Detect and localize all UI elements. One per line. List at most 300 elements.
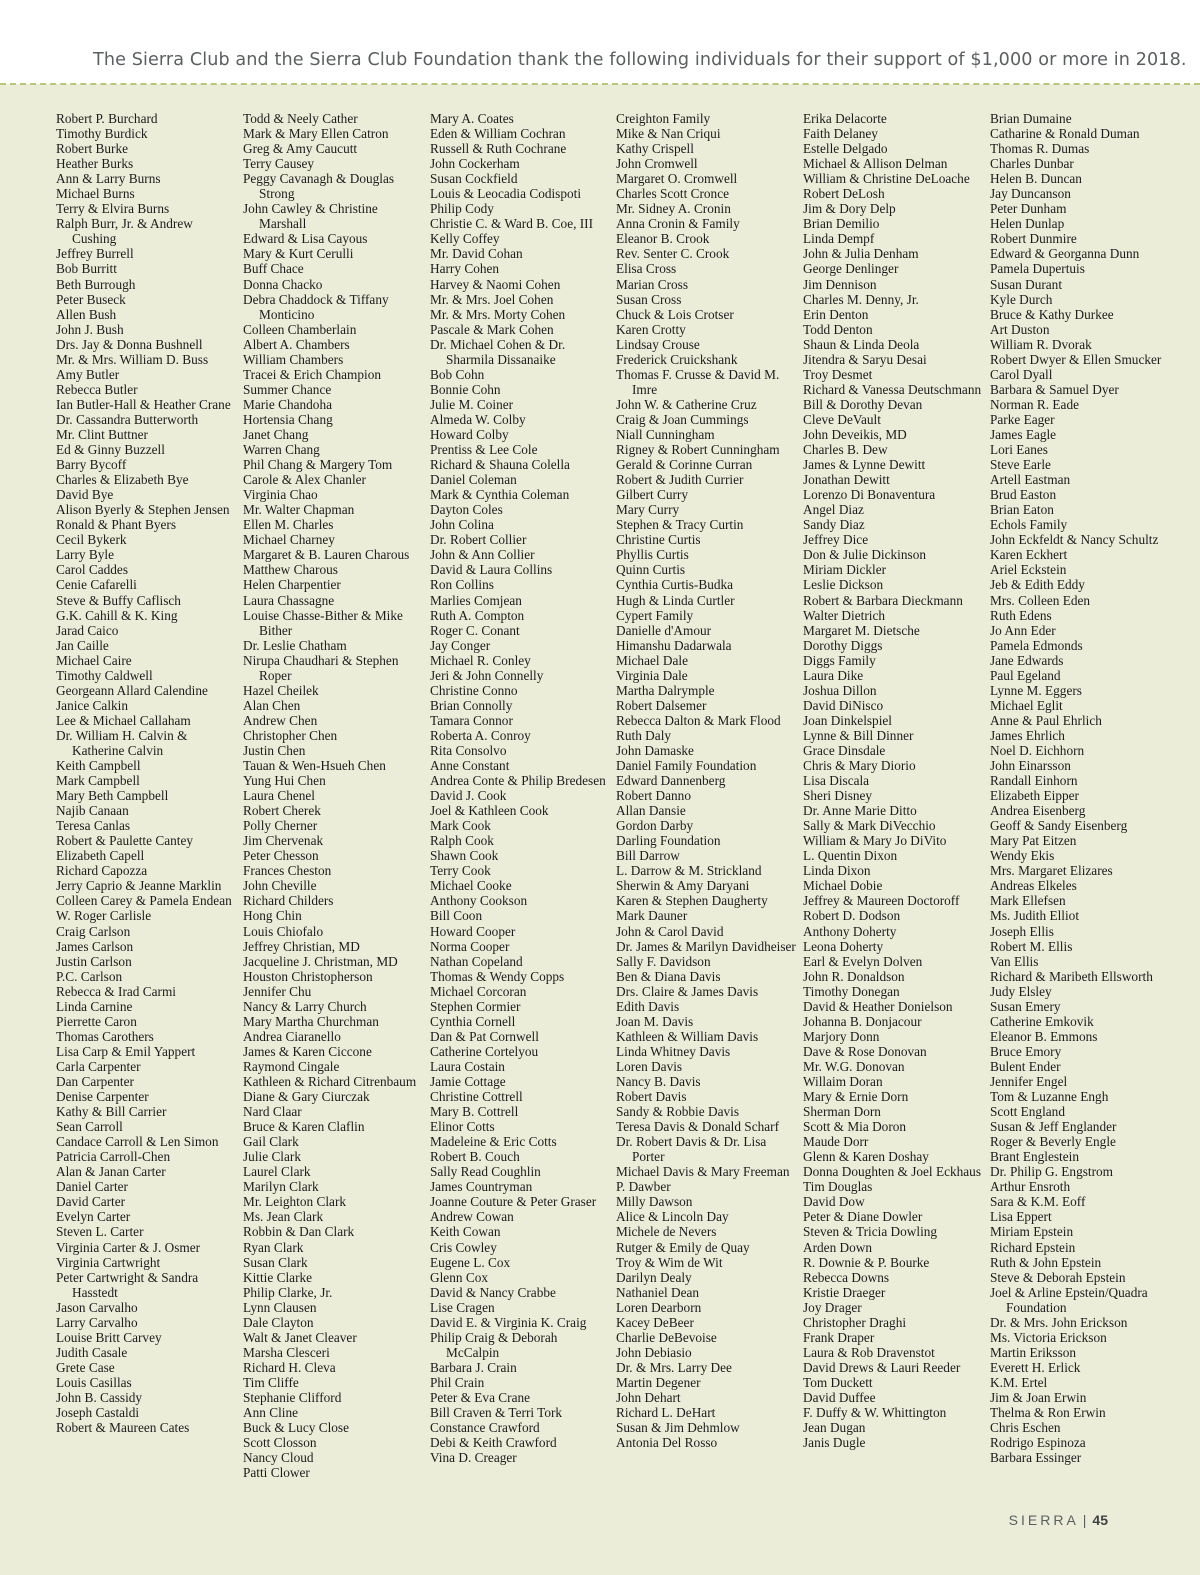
donor-name: Nathan Copeland (430, 953, 523, 969)
donor-name: Joy Drager (803, 1299, 862, 1315)
donor-name: Najib Canaan (56, 803, 129, 819)
donor-name: Randall Einhorn (990, 773, 1078, 789)
donor-name: Stephen Cormier (430, 998, 521, 1014)
footer-separator: | (1082, 1512, 1087, 1528)
donor-name: Helen B. Duncan (990, 171, 1082, 187)
donor-name: Mr. Leighton Clark (243, 1194, 347, 1210)
donor-name: Thomas F. Crusse & David M. Imre (616, 366, 780, 397)
donor-name: Richard H. Cleva (243, 1359, 336, 1375)
donor-name: Jeffrey & Maureen Doctoroff (803, 893, 960, 909)
donor-name: Mary Beth Campbell (56, 788, 169, 804)
donor-name: Everett H. Erlick (990, 1359, 1081, 1375)
donor-name: Willaim Doran (803, 1074, 883, 1089)
donor-name: Larry Byle (56, 547, 114, 563)
donor-name: Nathaniel Dean (616, 1284, 700, 1300)
donor-name: Julie M. Coiner (430, 396, 514, 412)
donor-name: Justin Carlson (56, 953, 132, 969)
donor-name: Christine Curtis (616, 532, 701, 548)
donor-name: Janis Dugle (803, 1435, 866, 1451)
donor-name: Michael Cooke (430, 878, 512, 894)
donor-name: Elinor Cotts (430, 1119, 495, 1135)
page-header: The Sierra Club and the Sierra Club Foundation thank the following individuals for their support of $1,000 or more in 2018. (93, 50, 1187, 70)
donor-name: Timothy Donegan (803, 983, 900, 999)
donor-name: Thomas Carothers (56, 1028, 154, 1044)
donor-name: Ms. Jean Clark (243, 1209, 324, 1225)
donor-name: David & Laura Collins (430, 562, 553, 578)
donor-name: Amy Butler (56, 366, 120, 382)
donor-name: Nirupa Chaudhari & Stephen Roper (243, 652, 399, 683)
donor-name: James & Karen Ciccone (243, 1043, 372, 1059)
donor-name: Linda Carnine (56, 998, 133, 1014)
donor-name: Dr. William H. Calvin & Katherine Calvin (56, 727, 188, 758)
donor-name: Creighton Family (616, 111, 711, 126)
donor-name: Cris Cowley (430, 1239, 497, 1255)
donor-name: Robert & Maureen Cates (56, 1420, 190, 1436)
donor-name: Robert Cherek (243, 803, 321, 819)
donor-name: Sherwin & Amy Daryani (616, 878, 750, 894)
donor-name: David J. Cook (430, 788, 507, 804)
donor-name: Ann Cline (243, 1405, 299, 1421)
donor-name: Charles & Elizabeth Bye (56, 472, 189, 488)
donor-name: Terry Cook (430, 863, 491, 879)
donor-name: John Dehart (616, 1389, 681, 1405)
donor-name: Martin Eriksson (990, 1344, 1077, 1360)
donor-name: Ms. Judith Elliot (990, 908, 1080, 924)
donor-name: Shaun & Linda Deola (803, 336, 920, 352)
donor-name: Russell & Ruth Cochrane (430, 141, 567, 157)
donor-name: Roger C. Conant (430, 622, 520, 638)
donor-name: Ian Butler-Hall & Heather Crane (56, 396, 231, 412)
donor-name: Dr. Robert Davis & Dr. Lisa Porter (616, 1134, 767, 1165)
donor-name: Terry & Elvira Burns (56, 201, 170, 217)
donor-name: Margaret & B. Lauren Charous (243, 547, 410, 563)
donor-name: Bruce Emory (990, 1043, 1062, 1059)
donor-name: Polly Cherner (243, 818, 318, 834)
donor-name: Ellen M. Charles (243, 517, 334, 533)
donor-name: Diane & Gary Ciurczak (243, 1089, 370, 1105)
donor-name: Joel & Kathleen Cook (430, 803, 549, 819)
donor-name: Julie Clark (243, 1149, 301, 1165)
donor-name: Robert Burke (56, 141, 129, 157)
donor-name: Bruce & Kathy Durkee (990, 306, 1114, 322)
donor-name: Jay Duncanson (990, 186, 1071, 202)
donor-name: Michael Charney (243, 532, 335, 548)
donor-name: Brian Connolly (430, 697, 513, 713)
donor-name: Sally Read Coughlin (430, 1164, 541, 1180)
donor-name: Kathleen & William Davis (616, 1028, 759, 1044)
donor-name: Robert & Paulette Cantey (56, 833, 194, 849)
donor-name: Robert Dalsemer (616, 697, 707, 713)
donor-name: William Chambers (243, 351, 344, 367)
donor-name: Mike & Nan Criqui (616, 126, 721, 142)
donor-name: Lynne & Bill Dinner (803, 727, 914, 743)
donor-name: Lisa Discala (803, 773, 870, 789)
donor-name: Darling Foundation (616, 833, 721, 849)
donor-name: Mr. Walter Chapman (243, 502, 355, 518)
donor-name: Dr. Leslie Chatham (243, 637, 347, 653)
donor-name: Timothy Caldwell (56, 667, 153, 683)
donor-name: Patti Clower (243, 1465, 310, 1481)
donor-name: Bulent Ender (990, 1058, 1061, 1074)
donor-name: Kathy & Bill Carrier (56, 1104, 167, 1120)
donor-name: Mr. & Mrs. William D. Buss (56, 351, 209, 367)
donor-name: Terry Causey (243, 156, 315, 172)
donor-name: Dan Carpenter (56, 1074, 134, 1089)
donor-name: Christopher Chen (243, 727, 338, 743)
donor-name: John B. Cassidy (56, 1389, 143, 1405)
donor-name: Robert Dunmire (990, 231, 1077, 247)
donor-name: Edith Davis (616, 998, 680, 1014)
donor-name: Judy Elsley (990, 983, 1052, 999)
donor-name: Edward & Lisa Cayous (243, 231, 368, 247)
donor-name: Erin Denton (803, 306, 869, 322)
donor-name: David & Heather Donielson (803, 998, 953, 1014)
donor-name: Allen Bush (56, 306, 117, 322)
donor-name: Michael Eglit (990, 697, 1063, 713)
donor-name: Lori Eanes (990, 442, 1048, 458)
donor-name: Dave & Rose Donovan (803, 1043, 927, 1059)
donor-name: Laurel Clark (243, 1164, 311, 1180)
donor-name: Eleanor B. Emmons (990, 1028, 1098, 1044)
donor-name: Hong Chin (243, 908, 302, 924)
donor-name: Christie C. & Ward B. Coe, III (430, 216, 594, 232)
donor-name: Sheri Disney (803, 788, 873, 804)
donor-name: Robert M. Ellis (990, 938, 1073, 954)
donor-name: David E. & Virginia K. Craig (430, 1314, 587, 1330)
donor-name: Anne Constant (430, 758, 510, 774)
donor-name: Lisa Eppert (990, 1209, 1052, 1225)
donor-name: Buck & Lucy Close (243, 1420, 349, 1436)
donor-name: Thelma & Ron Erwin (990, 1405, 1106, 1421)
donor-name: Lise Cragen (430, 1299, 495, 1315)
donor-name: Debra Chaddock & Tiffany Monticino (243, 291, 389, 322)
donor-name: Georgeann Allard Calendine (56, 682, 208, 698)
donor-name: Mr. Sidney A. Cronin (616, 201, 731, 217)
donor-name: Mr. W.G. Donovan (803, 1058, 905, 1074)
donor-name: Michael Burns (56, 186, 135, 202)
donor-name: Earl & Evelyn Dolven (803, 953, 923, 969)
donor-name: Joshua Dillon (803, 682, 877, 698)
donor-name: Scott & Mia Doron (803, 1119, 907, 1135)
donor-name: Mark Cook (430, 818, 491, 834)
donor-name: Howard Colby (430, 426, 509, 442)
donor-name: Jamie Cottage (430, 1074, 506, 1089)
donor-name: Laura Chenel (243, 788, 315, 804)
page-footer (1009, 1512, 1108, 1528)
donor-name: Joan M. Davis (616, 1013, 694, 1029)
donor-name: Louis & Leocadia Codispoti (430, 186, 582, 202)
donor-name: Gordon Darby (616, 818, 694, 834)
donor-name: Lindsay Crouse (616, 336, 700, 352)
donor-name: John Einarsson (990, 758, 1071, 774)
donor-name: Nancy B. Davis (616, 1074, 701, 1089)
donor-name: Andrew Chen (243, 712, 318, 728)
donor-name: Laura Costain (430, 1058, 505, 1074)
donor-name: Mr. David Cohan (430, 246, 523, 262)
donor-name: Echols Family (990, 517, 1068, 533)
donor-name: Bob Cohn (430, 366, 485, 382)
donor-name: Niall Cunningham (616, 426, 715, 442)
donor-name: Frank Draper (803, 1329, 875, 1345)
donor-name: John & Carol David (616, 923, 724, 939)
donor-name: Michael Davis & Mary Freeman (616, 1164, 790, 1180)
donor-name: Robert Danno (616, 788, 691, 804)
donor-name: Susan Emery (990, 998, 1061, 1014)
donor-name: Craig Carlson (56, 923, 131, 939)
donor-name: Ruth & John Epstein (990, 1254, 1102, 1270)
donor-name: Philip Craig & Deborah McCalpin (430, 1329, 558, 1360)
donor-name: Alison Byerly & Stephen Jensen (56, 502, 230, 518)
donor-name: David Dow (803, 1194, 865, 1210)
donor-name: Robert Dwyer & Ellen Smucker (990, 351, 1162, 367)
donor-name: Cecil Bykerk (56, 532, 127, 548)
donor-name: Daniel Family Foundation (616, 758, 757, 774)
donor-name: Johanna B. Donjacour (803, 1013, 922, 1029)
donor-name: Maude Dorr (803, 1134, 869, 1150)
donor-name: Andrea Eisenberg (990, 803, 1086, 819)
donor-name: Loren Davis (616, 1058, 683, 1074)
donor-name: Joanne Couture & Peter Graser (430, 1194, 597, 1210)
donor-name: Craig & Joan Cummings (616, 411, 749, 427)
donor-name: Margaret O. Cromwell (616, 171, 738, 187)
donor-name: Norma Cooper (430, 938, 510, 954)
donor-name: Albert A. Chambers (243, 336, 350, 352)
donor-name: Kacey DeBeer (616, 1314, 694, 1330)
donor-name: Mary A. Coates (430, 111, 514, 126)
donor-name: Faith Delaney (803, 126, 878, 142)
donor-name: James Carlson (56, 938, 134, 954)
donor-name: Michele de Nevers (616, 1224, 717, 1240)
donor-name: W. Roger Carlisle (56, 908, 152, 924)
donor-name: Kristie Draeger (803, 1284, 886, 1300)
donor-name: P. Dawber (616, 1179, 671, 1195)
donor-name: Janet Chang (243, 426, 309, 442)
donor-name: Roger & Beverly Engle (990, 1134, 1116, 1150)
donor-name: Troy Desmet (803, 366, 873, 382)
donor-name: Philip Clarke, Jr. (243, 1284, 333, 1300)
donor-name: Colleen Carey & Pamela Endean (56, 893, 232, 909)
donor-name: Prentiss & Lee Cole (430, 442, 538, 458)
donor-name: Hugh & Linda Curtler (616, 592, 735, 608)
donor-name: Raymond Cingale (243, 1058, 340, 1074)
donor-name: Mark Dauner (616, 908, 688, 924)
donor-name: John W. & Catherine Cruz (616, 396, 757, 412)
donor-column-4 (616, 111, 796, 1450)
donor-name: Michael Corcoran (430, 983, 527, 999)
donor-name: Paul Egeland (990, 667, 1061, 683)
donor-name: Marsha Clesceri (243, 1344, 330, 1360)
donor-name: Jeffrey Burrell (56, 246, 134, 262)
donor-name: Nancy & Larry Church (243, 998, 367, 1014)
donor-name: Elizabeth Eipper (990, 788, 1079, 804)
donor-name: Thomas & Wendy Copps (430, 968, 565, 984)
donor-name: Martha Dalrymple (616, 682, 715, 698)
donor-name: Helen Charpentier (243, 577, 341, 593)
donor-name: L. Quentin Dixon (803, 848, 898, 864)
donor-name: Virginia Chao (243, 487, 318, 503)
donor-name: Drs. Jay & Donna Bushnell (56, 336, 203, 352)
donor-name: Barry Bycoff (56, 457, 127, 473)
donor-name: John Cromwell (616, 156, 698, 172)
donor-name: Warren Chang (243, 442, 320, 458)
donor-name: Louis Chiofalo (243, 923, 324, 939)
donor-name: Pamela Dupertuis (990, 261, 1085, 277)
donor-name: Milly Dawson (616, 1194, 693, 1210)
donor-name: William & Christine DeLoache (803, 171, 970, 187)
donor-name: Van Ellis (990, 953, 1039, 969)
donor-name: Pascale & Mark Cohen (430, 321, 554, 337)
donor-name: Mark & Mary Ellen Catron (243, 126, 389, 142)
donor-name: Bill & Dorothy Devan (803, 396, 923, 412)
donor-name: Chuck & Lois Crotser (616, 306, 734, 322)
donor-name: Drs. Claire & James Davis (616, 983, 759, 999)
donor-name: Sally F. Davidson (616, 953, 711, 969)
donor-name: John & Ann Collier (430, 547, 535, 563)
donor-name: Dr. Michael Cohen & Dr. Sharmila Dissanaike (430, 336, 566, 367)
donor-name: Jo Ann Eder (990, 622, 1056, 638)
donor-name: Rodrigo Espinoza (990, 1435, 1086, 1451)
donor-name: Harry Cohen (430, 261, 500, 277)
donor-name: David Carter (56, 1194, 126, 1210)
donor-name: Jerry Caprio & Jeanne Marklin (56, 878, 222, 894)
donor-name: Dorothy Diggs (803, 637, 883, 653)
donor-name: Jim & Joan Erwin (990, 1389, 1087, 1405)
donor-name: Teresa Davis & Donald Scharf (616, 1119, 780, 1135)
donor-name: Todd Denton (803, 321, 873, 337)
donor-name: Elizabeth Capell (56, 848, 145, 864)
donor-name: Gerald & Corinne Curran (616, 457, 753, 473)
donor-name: William R. Dvorak (990, 336, 1092, 352)
donor-name: Scott Closson (243, 1435, 317, 1451)
donor-name: Mary Pat Eitzen (990, 833, 1077, 849)
donor-name: John R. Donaldson (803, 968, 905, 984)
donor-name: Almeda W. Colby (430, 411, 526, 427)
donor-name: Robert & Judith Currier (616, 472, 744, 488)
donor-name: Peter & Eva Crane (430, 1389, 531, 1405)
donor-name: Bob Burritt (56, 261, 117, 277)
donor-name: Gail Clark (243, 1134, 299, 1150)
donor-name: Cynthia Curtis-Budka (616, 577, 734, 593)
donor-name: Carol Dyall (990, 366, 1053, 382)
donor-name: John Deveikis, MD (803, 426, 907, 442)
donor-name: Carol Caddes (56, 562, 129, 578)
donor-name: Mary & Kurt Cerulli (243, 246, 354, 262)
donor-name: Joseph Castaldi (56, 1405, 140, 1421)
donor-name: Artell Eastman (990, 472, 1071, 488)
donor-name: Stephanie Clifford (243, 1389, 342, 1405)
donor-name: Arden Down (803, 1239, 873, 1255)
donor-name: Jason Carvalho (56, 1299, 138, 1315)
donor-name: Sandy Diaz (803, 517, 865, 533)
donor-name: Christopher Draghi (803, 1314, 907, 1330)
donor-name: Laura Dike (803, 667, 864, 683)
donor-name: Jonathan Dewitt (803, 472, 890, 488)
donor-name: James Countryman (430, 1179, 533, 1195)
donor-name: Susan Durant (990, 276, 1063, 292)
donor-name: Jim Chervenak (243, 833, 324, 849)
donor-column-3 (430, 111, 610, 1465)
donor-name: Sean Carroll (56, 1119, 123, 1135)
donor-name: Edward Dannenberg (616, 773, 726, 789)
donor-name: Karen & Stephen Daugherty (616, 893, 768, 909)
donor-name: Ruth Daly (616, 727, 672, 743)
donor-name: Chris Eschen (990, 1420, 1061, 1436)
donor-name: Frederick Cruickshank (616, 351, 738, 367)
donor-name: Keith Campbell (56, 758, 141, 774)
donor-name: David Duffee (803, 1389, 876, 1405)
donor-name: Anna Cronin & Family (616, 216, 740, 232)
donor-name: Donna Doughten & Joel Eckhaus (803, 1164, 981, 1180)
donor-name: Richard L. DeHart (616, 1405, 716, 1421)
donor-name: Kelly Coffey (430, 231, 500, 247)
donor-name: Jay Conger (430, 637, 491, 653)
donor-name: Arthur Ensroth (990, 1179, 1071, 1195)
donor-name: Mr. & Mrs. Joel Cohen (430, 291, 554, 307)
donor-name: Brant Englestein (990, 1149, 1079, 1165)
donor-name: Ralph Cook (430, 833, 494, 849)
donor-name: Kathy Crispell (616, 141, 694, 157)
donor-name: Bill Coon (430, 908, 483, 924)
donor-name: Parke Eager (990, 411, 1055, 427)
donor-name: Sandy & Robbie Davis (616, 1104, 739, 1120)
donor-name: Barbara J. Crain (430, 1359, 517, 1375)
donor-name: Cypert Family (616, 607, 694, 623)
donor-name: Janice Calkin (56, 697, 129, 713)
donor-name: Virginia Carter & J. Osmer (56, 1239, 201, 1255)
donor-name: Brian Dumaine (990, 111, 1072, 126)
donor-name: Peter Cartwright & Sandra Hasstedt (56, 1269, 199, 1300)
donor-name: Susan & Jim Dehmlow (616, 1420, 740, 1436)
donor-name: Lisa Carp & Emil Yappert (56, 1043, 196, 1059)
donor-name: Jean Dugan (803, 1420, 866, 1436)
magazine-name: SIERRA (1008, 1512, 1079, 1528)
donor-name: Todd & Neely Cather (243, 111, 358, 126)
donor-name: Christine Conno (430, 682, 518, 698)
donor-name: Nard Claar (243, 1104, 302, 1120)
donor-name: Robert Davis (616, 1089, 687, 1105)
donor-name: Ryan Clark (243, 1239, 304, 1255)
donor-name: John Eckfeldt & Nancy Schultz (990, 532, 1159, 548)
donor-name: Sara & K.M. Eoff (990, 1194, 1086, 1210)
donor-name: Mary Curry (616, 502, 680, 518)
donor-name: Linda Dempf (803, 231, 875, 247)
donor-name: Tim Cliffe (243, 1374, 299, 1390)
donor-name: Robbin & Dan Clark (243, 1224, 355, 1240)
donor-name: Peggy Cavanagh & Douglas Strong (243, 171, 395, 202)
donor-name: Rita Consolvo (430, 742, 507, 758)
donor-name: Ruth Edens (990, 607, 1052, 623)
donor-name: Justin Chen (243, 742, 306, 758)
donor-name: Catharine & Ronald Duman (990, 126, 1140, 142)
donor-name: Sally & Mark DiVecchio (803, 818, 936, 834)
donor-name: Philip Cody (430, 201, 494, 217)
donor-name: Karen Crotty (616, 321, 686, 337)
donor-name: Houston Christopherson (243, 968, 373, 984)
donor-name: Glenn & Karen Doshay (803, 1149, 929, 1165)
donor-name: Nancy Cloud (243, 1450, 314, 1466)
donor-name: Richard & Vanessa Deutschmann (803, 381, 982, 397)
donor-name: Tom Duckett (803, 1374, 873, 1390)
donor-name: Charles Scott Cronce (616, 186, 729, 202)
donor-name: John Cheville (243, 878, 317, 894)
donor-name: Kittie Clarke (243, 1269, 313, 1285)
donor-name: John Cawley & Christine Marshall (243, 201, 378, 232)
donor-name: Jennifer Engel (990, 1074, 1068, 1089)
donor-name: Angel Diaz (803, 502, 864, 518)
donor-name: Erika Delacorte (803, 111, 887, 126)
donor-name: John Cockerham (430, 156, 520, 172)
donor-name: Andreas Elkeles (990, 878, 1077, 894)
